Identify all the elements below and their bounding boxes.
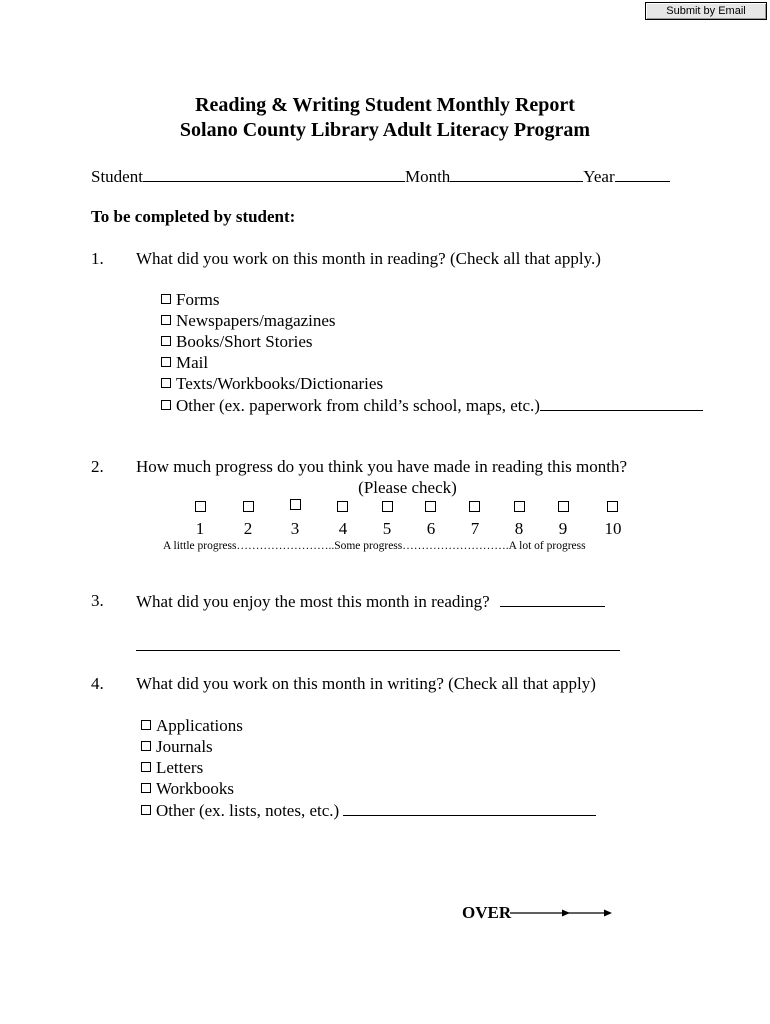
scale-checkbox-1[interactable] — [195, 501, 206, 512]
q3-answer-line[interactable] — [136, 650, 620, 651]
checkbox[interactable] — [161, 336, 171, 346]
scale-checkbox-2[interactable] — [243, 501, 254, 512]
scale-checkbox-5[interactable] — [382, 501, 393, 512]
scale-checkbox-3[interactable] — [290, 499, 301, 510]
scale-number: 4 — [338, 519, 348, 538]
option-label: Newspapers/magazines — [176, 311, 336, 330]
q4-number: 4. — [91, 674, 104, 693]
q4-question: What did you work on this month in writing? (Check all that apply) — [136, 674, 596, 693]
scale-number: 3 — [290, 519, 300, 538]
scale-checkbox-10[interactable] — [607, 501, 618, 512]
scale-number: 5 — [382, 519, 392, 538]
q1-option-forms[interactable] — [161, 290, 219, 310]
option-label: Applications — [156, 716, 243, 735]
q4-option-applications[interactable] — [141, 716, 243, 736]
report-title: Reading & Writing Student Monthly Report — [195, 94, 575, 116]
q1-number: 1. — [91, 249, 104, 268]
checkbox[interactable] — [141, 741, 151, 751]
option-label: Books/Short Stories — [176, 332, 313, 351]
checkbox[interactable] — [141, 720, 151, 730]
scale-number: 7 — [470, 519, 480, 538]
checkbox[interactable] — [141, 805, 151, 815]
scale-number: 2 — [243, 519, 253, 538]
program-title: Solano County Library Adult Literacy Program — [179, 119, 591, 141]
checkbox[interactable] — [161, 400, 171, 410]
q3-question: What did you enjoy the most this month in reading? — [136, 592, 490, 611]
option-label: Workbooks — [156, 779, 234, 798]
section-heading: To be completed by student: — [91, 207, 296, 226]
q1-option-books[interactable] — [161, 332, 313, 352]
month-label: Month — [404, 167, 451, 186]
option-label: Other (ex. paperwork from child’s school, maps, etc.) — [176, 396, 540, 415]
over-label: OVER — [462, 903, 512, 922]
option-label: Journals — [156, 737, 213, 756]
q3-number: 3. — [91, 591, 104, 610]
q3-question-row — [136, 591, 605, 612]
checkbox[interactable] — [141, 783, 151, 793]
scale-caption: A little progress……………………..Some progress……………………….A lot of progress — [163, 540, 586, 552]
scale-checkbox-4[interactable] — [337, 501, 348, 512]
option-label: Forms — [176, 290, 220, 309]
checkbox[interactable] — [141, 762, 151, 772]
checkbox[interactable] — [161, 357, 171, 367]
submit-by-email-button[interactable]: Submit by Email — [645, 2, 767, 20]
checkbox[interactable] — [161, 315, 171, 325]
student-field[interactable] — [143, 166, 405, 182]
year-label: Year — [583, 167, 615, 186]
q4-other-field[interactable] — [343, 800, 596, 816]
q3-answer-field[interactable] — [500, 591, 605, 607]
q1-question: What did you work on this month in reading? (Check all that apply.) — [136, 249, 601, 268]
q4-option-journals[interactable] — [141, 737, 213, 757]
q2-instruction: (Please check) — [358, 478, 457, 497]
scale-number: 6 — [426, 519, 436, 538]
month-field[interactable] — [450, 166, 583, 182]
option-label: Other (ex. lists, notes, etc.) — [156, 801, 340, 820]
scale-number: 8 — [514, 519, 524, 538]
arrow-right-icon — [510, 906, 614, 920]
q1-option-mail[interactable] — [161, 353, 208, 373]
student-label: Student — [91, 167, 143, 186]
q2-question: How much progress do you think you have made in reading this month? — [136, 457, 628, 476]
q4-option-workbooks[interactable] — [141, 779, 234, 799]
q1-option-texts[interactable] — [161, 374, 383, 394]
q1-other-field[interactable] — [540, 395, 703, 411]
scale-number: 9 — [558, 519, 568, 538]
q1-option-newspapers[interactable] — [161, 311, 336, 331]
scale-checkbox-6[interactable] — [425, 501, 436, 512]
student-month-year-row — [91, 166, 670, 187]
q1-option-other[interactable] — [161, 395, 703, 416]
checkbox[interactable] — [161, 378, 171, 388]
q4-option-other[interactable] — [141, 800, 596, 821]
scale-checkbox-8[interactable] — [514, 501, 525, 512]
option-label: Letters — [156, 758, 204, 777]
q4-option-letters[interactable] — [141, 758, 203, 778]
year-field[interactable] — [615, 166, 670, 182]
scale-number: 1 — [195, 519, 205, 538]
scale-checkbox-7[interactable] — [469, 501, 480, 512]
scale-checkbox-9[interactable] — [558, 501, 569, 512]
q2-number: 2. — [91, 457, 104, 476]
option-label: Texts/Workbooks/Dictionaries — [176, 374, 384, 393]
option-label: Mail — [176, 353, 209, 372]
scale-number: 10 — [604, 519, 622, 538]
checkbox[interactable] — [161, 294, 171, 304]
